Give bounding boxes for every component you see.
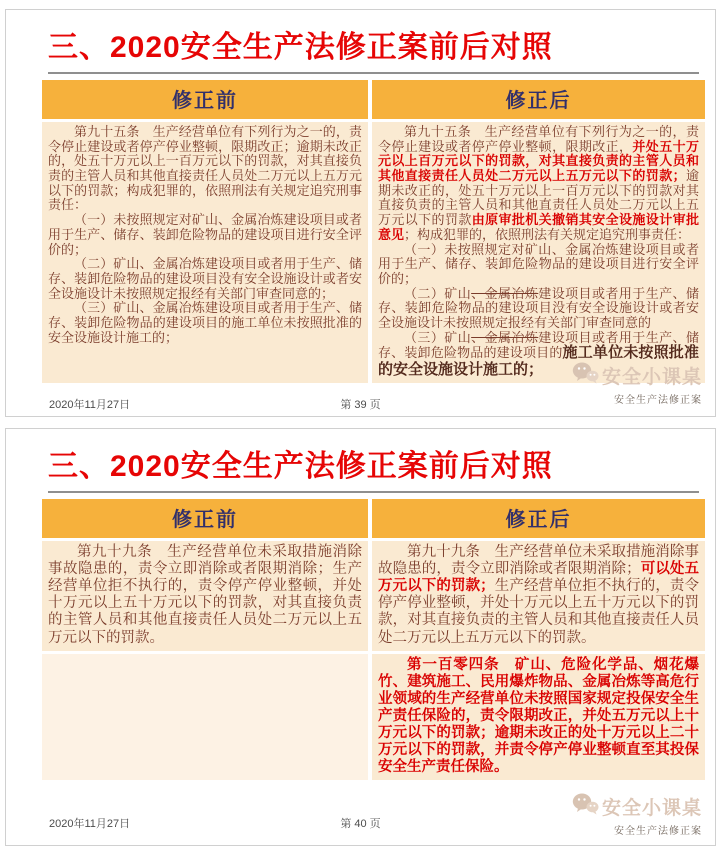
slide-footer <box>6 396 715 411</box>
column-header-after: 修正后 <box>372 499 705 538</box>
after-cell-article-99: 第九十九条 生产经营单位未采取措施消除事故隐患的，责令立即消除或者限期消除；可以处五万元以下的罚款；生产经营单位拒不执行的，责令停产停业整顿，并处十万元以上五十万元以下的罚款，对其直接负责的主管人员和其他直接责任人员处二万元以上五万元以下的罚款。 <box>372 541 705 651</box>
wechat-icon <box>572 361 599 390</box>
column-header-before: 修正前 <box>42 80 368 119</box>
slide-footer <box>6 815 715 830</box>
footer-date: 2020年11月27日 <box>49 818 131 830</box>
comparison-table <box>42 499 705 780</box>
watermark-brand: 安全小课桌 <box>601 367 702 388</box>
after-cell-article-95: 第九十五条 生产经营单位有下列行为之一的，责令停止建设或者停产停业整顿，限期改正，并处五十万元以上百万元以下的罚款，对其直接负责的主管人员和其他直接责任人员处二万元以上五万元以下的罚款；逾期未改正的，处五十万元以上一百万元以下的罚款对其直接负责的主管人员和其他直责任人员处二万元以上五万元以下的罚款由原审批机关撤销其安全设施设计审批意见；构成犯罪的，依照刑法有关规定追究刑事责任： （一）未按照规定对矿山、金属冶炼建设项目或者用于生产、储存、装卸危险物品的建设项目进行安全评价的； （二）矿山、金属冶炼建设项目或者用于生产、储存、装卸危险物品的建设项目没有安全设施设计或者安全设施设计未按照规定报经有关部门审查同意的 （三）矿山、金属冶炼建设项目或者用于生产、储存、装卸危险物品的建设项目的施工单位未按照批准的安全设施设计施工的； <box>372 122 705 383</box>
column-header-after: 修正后 <box>372 80 705 119</box>
column-header-before: 修正前 <box>42 499 368 538</box>
slide-39 <box>5 9 716 417</box>
footer-date: 2020年11月27日 <box>49 399 131 411</box>
page-title: 三、2020安全生产法修正案前后对照 <box>48 31 553 64</box>
footer-page-number: 第 40 页 <box>340 818 381 830</box>
title-underline <box>48 491 699 493</box>
slide-40 <box>5 428 716 846</box>
footer-page-number: 第 39 页 <box>340 399 381 411</box>
watermark-subtitle: 安全生产法修正案 <box>614 395 702 406</box>
before-cell-article-104-empty <box>42 654 368 781</box>
comparison-table <box>42 80 705 383</box>
before-cell-article-95: 第九十五条 生产经营单位有下列行为之一的，责令停止建设或者停产停业整顿，限期改正；逾期未改正的，处五十万元以上一百万元以下的罚款，对其直接负责的主管人员和其他直接责任人员处二万元以上五万元以下的罚款；构成犯罪的，依照刑法有关规定追究刑事责任： （一）未按照规定对矿山、金属冶炼建设项目或者用于生产、储存、装卸危险物品的建设项目进行安全评价的； （二）矿山、金属冶炼建设项目或者用于生产、储存、装卸危险物品的建设项目没有安全设施设计或者安全设施设计未按照规定报经有关部门审查同意的； （三）矿山、金属冶炼建设项目或者用于生产、储存、装卸危险物品的建设项目的施工单位未按照批准的安全设施设计施工的； <box>42 122 368 383</box>
title-underline <box>48 72 699 74</box>
after-cell-article-104: 第一百零四条 矿山、危险化学品、烟花爆竹、建筑施工、民用爆炸物品、金属冶炼等高危行业领域的生产经营单位未按照国家规定投保安全生产责任保险的，责令限期改正，并处五万元以上十万元以下的罚款；逾期未改正的处十万元以上二十万元以下的罚款，并责令停产停业整顿直至其投保安全生产责任保险。 <box>372 654 705 781</box>
page-title: 三、2020安全生产法修正案前后对照 <box>48 450 553 483</box>
watermark-subtitle: 安全生产法修正案 <box>614 826 702 837</box>
watermark-brand: 安全小课桌 <box>601 798 702 819</box>
before-cell-article-99: 第九十九条 生产经营单位未采取措施消除事故隐患的，责令立即消除或者限期消除；生产经营单位拒不执行的，责令停产停业整顿，并处十万元以上五十万元以下的罚款，对其直接负责的主管人员和其他直接责任人员处二万元以上五万元以下的罚款。 <box>42 541 368 651</box>
